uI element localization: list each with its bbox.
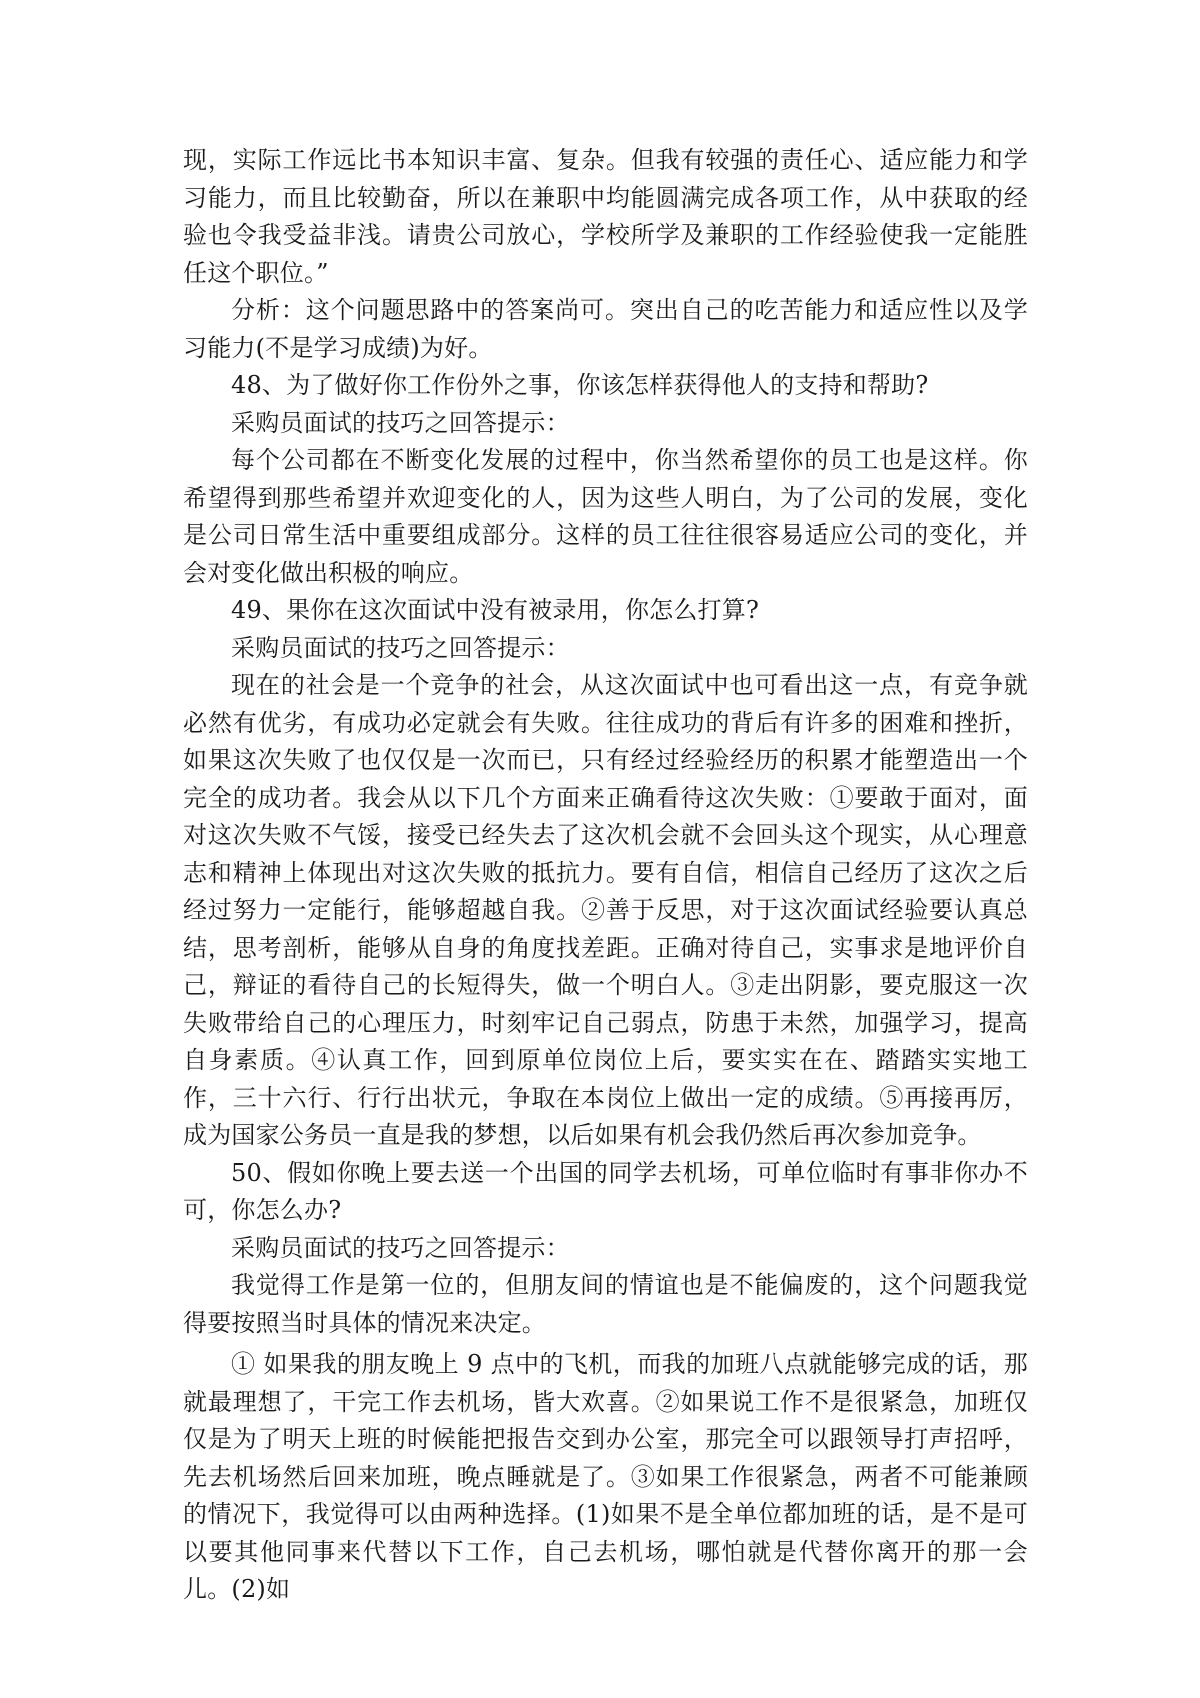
question-50: 50、假如你晚上要去送一个出国的同学去机场，可单位临时有事非你办不可，你怎么办?: [183, 1158, 1028, 1224]
question-48: 48、为了做好你工作份外之事，你该怎样获得他人的支持和帮助?: [231, 371, 929, 399]
answer-48: 每个公司都在不断变化发展的过程中，你当然希望你的员工也是这样。你希望得到那些希望并欢迎变化的人，因为这些人明白，为了公司的发展，变化是公司日常生活中重要组成部分。这样的员工往往很容易适应公司的变化，并会对变化做出积极的响应。: [183, 446, 1028, 587]
answer-50-details: ① 如果我的朋友晚上 9 点中的飞机，而我的加班八点就能够完成的话，那就最理想了，干完工作去机场，皆大欢喜。②如果说工作不是很紧急，加班仅仅是为了明天上班的时候能把报告交到办公室，那完全可以跟领导打声招呼，先去机场然后回来加班，晚点睡就是了。③如果工作很紧急，两者不可能兼顾的情况下，我觉得可以由两种选择。(1)如果不是全单位都加班的话，是不是可以要其他同事来代替以下工作，自己去机场，哪怕就是代替你离开的那一会儿。(2)如: [183, 1350, 1028, 1603]
answer-hint-heading-49: 采购员面试的技巧之回答提示：: [231, 633, 570, 662]
answer-hint-heading-50: 采购员面试的技巧之回答提示：: [231, 1233, 570, 1262]
question-49: 49、果你在这次面试中没有被录用，你怎么打算?: [231, 596, 760, 624]
answer-50-intro: 我觉得工作是第一位的，但朋友间的情谊也是不能偏废的，这个问题我觉得要按照当时具体的情况来决定。: [183, 1271, 1028, 1337]
answer-49: 现在的社会是一个竞争的社会，从这次面试中也可看出这一点，有竞争就必然有优劣，有成功必定就会有失败。往往成功的背后有许多的困难和挫折，如果这次失败了也仅仅是一次而已，只有经过经验经历的积累才能塑造出一个完全的成功者。我会从以下几个方面来正确看待这次失败：①要敢于面对，面对这次失败不气馁，接受已经失去了这次机会就不会回头这个现实，从心理意志和精神上体现出对这次失败的抵抗力。要有自信，相信自己经历了这次之后经过努力一定能行，能够超越自我。②善于反思，对于这次面试经验要认真总结，思考剖析，能够从自身的角度找差距。正确对待自己，实事求是地评价自己，辩证的看待自己的长短得失，做一个明白人。③走出阴影，要克服这一次失败带给自己的心理压力，时刻牢记自己弱点，防患于未然，加强学习，提高自身素质。④认真工作，回到原单位岗位上后，要实实在在、踏踏实实地工作，三十六行、行行出状元，争取在本岗位上做出一定的成绩。⑤再接再厉，成为国家公务员一直是我的梦想，以后如果有机会我仍然后再次参加竞争。: [183, 671, 1028, 1149]
answer-hint-heading-48: 采购员面试的技巧之回答提示：: [231, 408, 570, 437]
document-body: [183, 142, 1028, 1609]
paragraph-analysis: 分析：这个问题思路中的答案尚可。突出自己的吃苦能力和适应性以及学习能力(不是学习成绩)为好。: [183, 296, 1028, 362]
paragraph-continuation: 现，实际工作远比书本知识丰富、复杂。但我有较强的责任心、适应能力和学习能力，而且比较勤奋，所以在兼职中均能圆满完成各项工作，从中获取的经验也令我受益非浅。请贵公司放心，学校所学及兼职的工作经验使我一定能胜任这个职位。”: [183, 146, 1028, 287]
